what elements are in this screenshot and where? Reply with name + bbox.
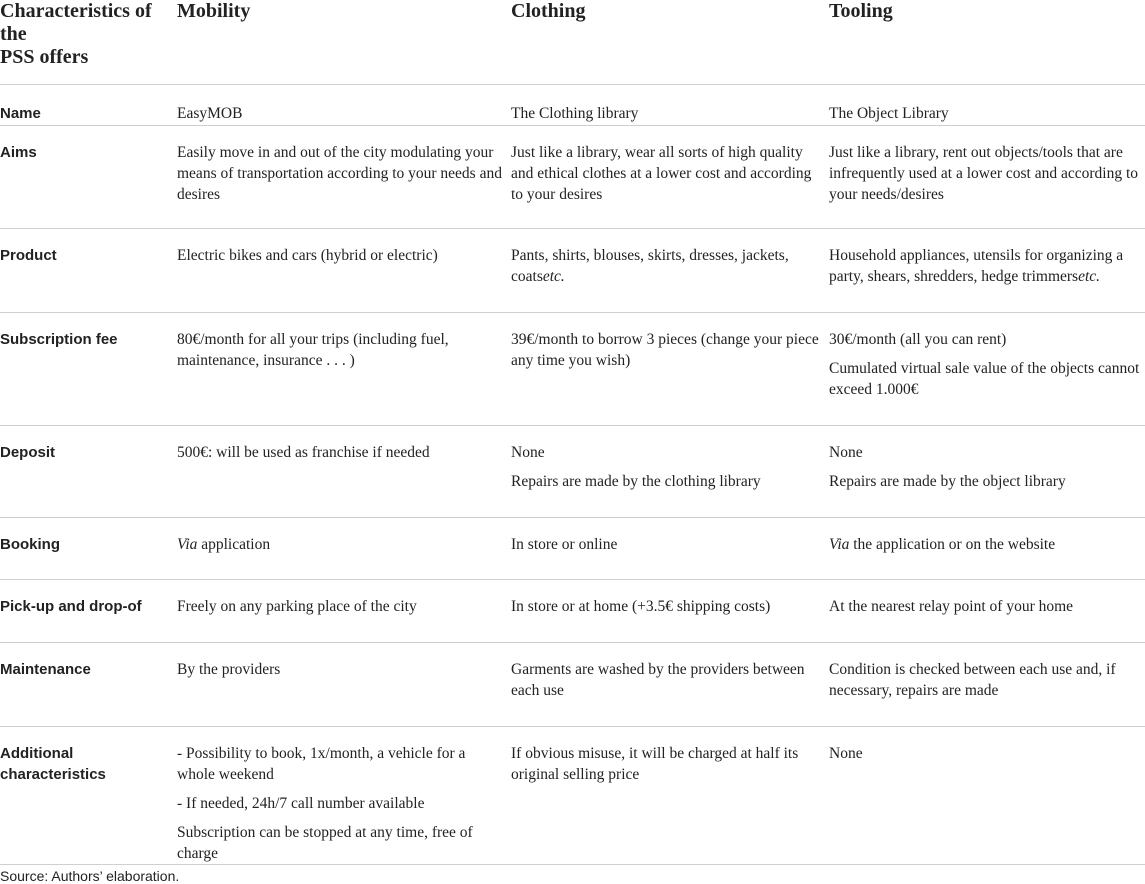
header-characteristics [0, 0, 177, 85]
row-label: Product [0, 229, 177, 313]
row-label: Maintenance [0, 643, 177, 727]
row-label: Aims [0, 126, 177, 229]
cell-mobility: 500€: will be used as franchise if needed [177, 426, 511, 518]
header-tooling: Tooling [829, 0, 1145, 85]
cell-tooling: Just like a library, rent out objects/tools that are infrequently used at a lower cost and according to your needs/desires [829, 126, 1145, 229]
cell-tooling [829, 426, 1145, 518]
cell-paragraph: None [829, 444, 863, 461]
cell-text: the application or on the website [849, 536, 1056, 553]
cell-mobility: Electric bikes and cars (hybrid or electric) [177, 229, 511, 313]
cell-text: Household appliances, utensils for organizing a party, shears, shredders, hedge trimmers [829, 247, 1124, 285]
cell-text: application [197, 536, 271, 553]
cell-tooling: Condition is checked between each use and, if necessary, repairs are made [829, 643, 1145, 727]
cell-mobility: EasyMOB [177, 85, 511, 126]
table-row-name [0, 85, 1145, 126]
header-corner-line-3: PSS offers [0, 46, 89, 68]
header-corner-line-1: Characteristics of [0, 0, 152, 22]
row-label: Booking [0, 518, 177, 580]
header-corner-line-2: the [0, 23, 27, 45]
row-label: Pick-up and drop-of [0, 580, 177, 643]
cell-paragraph: Repairs are made by the object library [829, 473, 1066, 490]
table-header-row [0, 0, 1145, 85]
table-row-additional [0, 727, 1145, 865]
cell-clothing [511, 229, 829, 313]
cell-tooling: The Object Library [829, 85, 1145, 126]
table-row-maintenance [0, 643, 1145, 727]
cell-text: Pants, shirts, blouses, skirts, dresses, jackets, coats [511, 247, 789, 285]
via-text: Via [829, 536, 850, 553]
cell-tooling [829, 518, 1145, 580]
cell-tooling: None [829, 727, 1145, 865]
cell-tooling: At the nearest relay point of your home [829, 580, 1145, 643]
cell-paragraph: Subscription can be stopped at any time, free of charge [177, 824, 473, 862]
table-row-aims [0, 126, 1145, 229]
cell-clothing: In store or at home (+3.5€ shipping costs) [511, 580, 829, 643]
cell-paragraph: None [511, 444, 545, 461]
cell-mobility: Freely on any parking place of the city [177, 580, 511, 643]
cell-mobility: Easily move in and out of the city modulating your means of transportation according to your needs and desires [177, 126, 511, 229]
cell-clothing: The Clothing library [511, 85, 829, 126]
row-label: Subscription fee [0, 313, 177, 426]
header-mobility: Mobility [177, 0, 511, 85]
row-label: Deposit [0, 426, 177, 518]
cell-mobility [177, 727, 511, 865]
cell-tooling [829, 229, 1145, 313]
etc-text: etc. [1078, 268, 1101, 285]
table-row-booking [0, 518, 1145, 580]
cell-mobility [177, 518, 511, 580]
cell-mobility: By the providers [177, 643, 511, 727]
cell-paragraph: Repairs are made by the clothing library [511, 473, 761, 490]
row-label: Name [0, 85, 177, 126]
table-row-subscription-fee [0, 313, 1145, 426]
source-note: Source: Authors’ elaboration. [0, 868, 180, 884]
cell-paragraph: - Possibility to book, 1x/month, a vehicle for a whole weekend [177, 745, 466, 783]
cell-clothing: If obvious misuse, it will be charged at half its original selling price [511, 727, 829, 865]
header-clothing: Clothing [511, 0, 829, 85]
row-label: Additional characteristics [0, 727, 177, 865]
cell-paragraph: 30€/month (all you can rent) [829, 331, 1007, 348]
cell-clothing: Just like a library, wear all sorts of high quality and ethical clothes at a lower cost and according to your desires [511, 126, 829, 229]
via-text: Via [177, 536, 198, 553]
cell-mobility: 80€/month for all your trips (including fuel, maintenance, insurance . . . ) [177, 313, 511, 426]
cell-clothing: Garments are washed by the providers between each use [511, 643, 829, 727]
cell-clothing: In store or online [511, 518, 829, 580]
cell-tooling [829, 313, 1145, 426]
cell-paragraph: Cumulated virtual sale value of the objects cannot exceed 1.000€ [829, 360, 1140, 398]
etc-text: etc. [542, 268, 565, 285]
cell-paragraph: - If needed, 24h/7 call number available [177, 795, 425, 812]
table-row-pickup [0, 580, 1145, 643]
cell-clothing: 39€/month to borrow 3 pieces (change your piece any time you wish) [511, 313, 829, 426]
table-row-product [0, 229, 1145, 313]
cell-clothing [511, 426, 829, 518]
table-row-deposit [0, 426, 1145, 518]
